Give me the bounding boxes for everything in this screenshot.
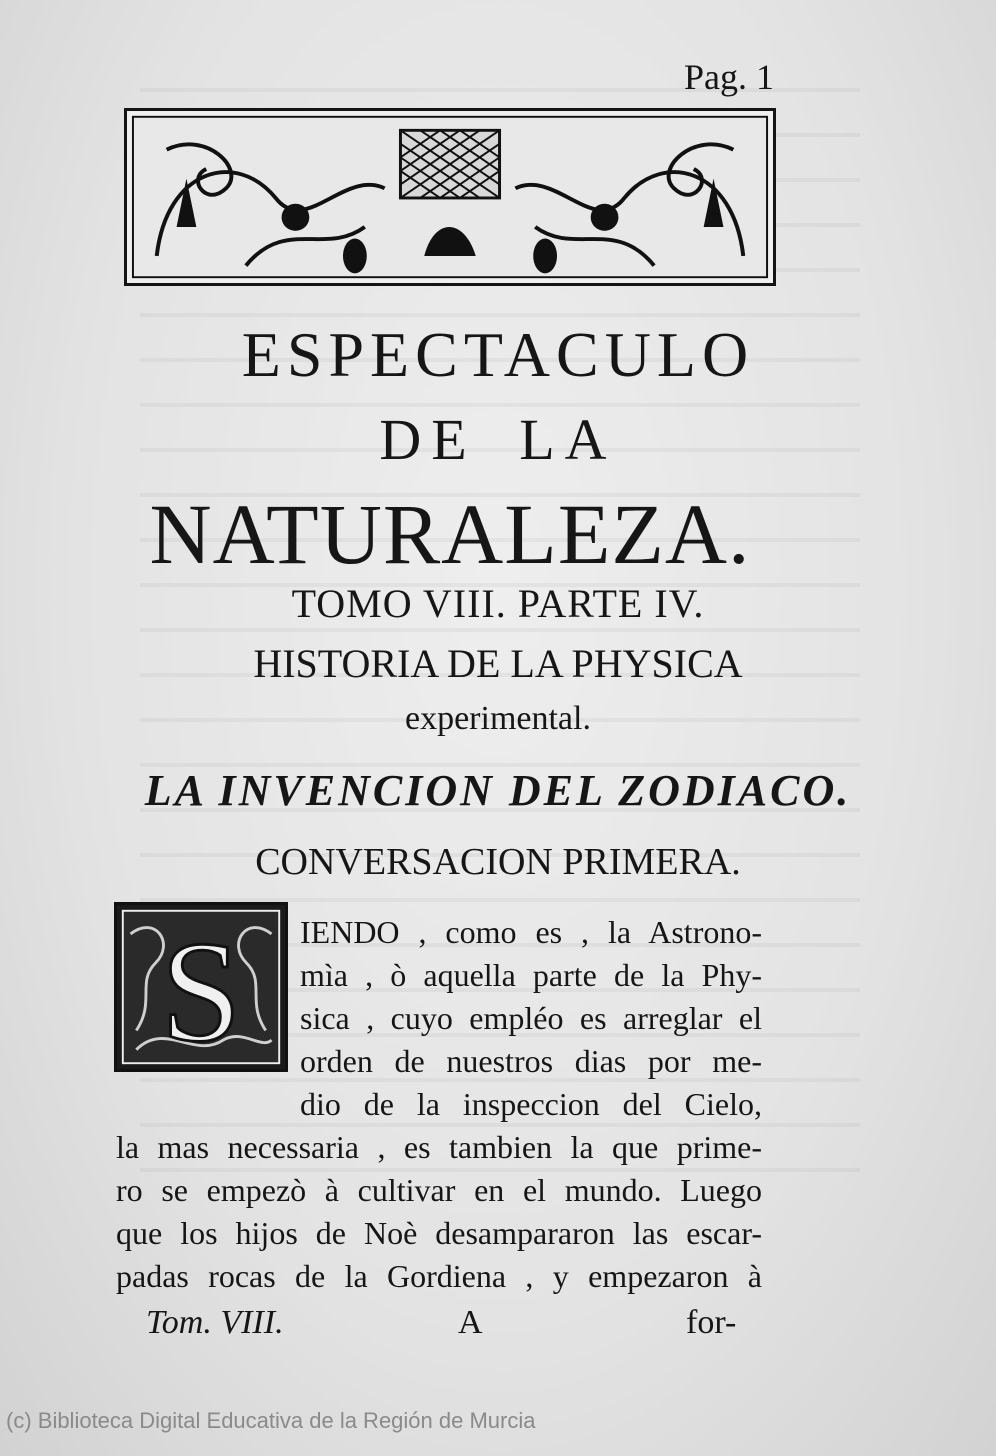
title-line-espectaculo: ESPECTACULO [241,319,755,390]
body-line: padas rocas de la Gordiena , y empezaron à [116,1258,762,1294]
chapter-title: CONVERSACION PRIMERA. [255,841,741,883]
body-line: IENDO , como es , la Astrono- [300,914,762,950]
ornamental-headpiece-icon [124,108,776,286]
title-line-de-la: DE LA [379,407,617,472]
body-line: dio de la inspeccion del Cielo, [300,1086,762,1122]
page-number: Pag. 1 [684,57,774,97]
body-line: que los hijos de Noè desampararon las escar- [116,1215,762,1251]
body-line: ro se empezò à cultivar en el mundo. Luego [116,1172,762,1208]
body-line: sica , cuyo empléo es arreglar el [300,1000,762,1036]
drop-cap-letter: S [160,912,242,1069]
copyright-credit: (c) Biblioteca Digital Educativa de la Región de Murcia [6,1408,536,1433]
body-line: mìa , ò aquella parte de la Phy- [300,957,762,993]
drop-cap-s-icon [114,902,288,1072]
catchword: for- [686,1304,737,1341]
subject-subline: experimental. [405,700,591,737]
body-line: la mas necessaria , es tambien la que prime- [116,1129,762,1165]
signature-mark: Tom. VIII. [146,1304,284,1341]
section-title: LA INVENCION DEL ZODIACO. [144,766,852,815]
subject-line: HISTORIA DE LA PHYSICA [253,641,743,686]
title-line-naturaleza: NATURALEZA. [149,486,751,582]
body-line: orden de nuestros dias por me- [300,1043,762,1079]
gathering-mark: A [458,1304,483,1341]
volume-line: TOMO VIII. PARTE IV. [291,581,705,626]
